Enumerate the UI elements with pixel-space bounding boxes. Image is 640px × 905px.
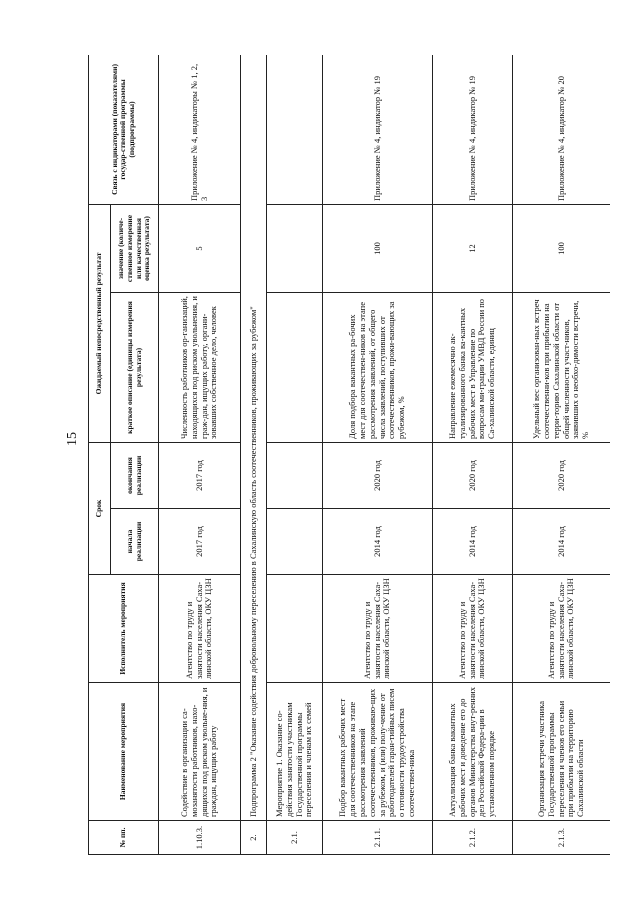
cell-num: 2.1. xyxy=(267,821,323,855)
header-row xyxy=(89,55,111,855)
cell-link: Приложение № 4, индикаторы № 1, 2, 3 xyxy=(159,55,241,204)
cell-start: 2017 год xyxy=(159,509,241,575)
cell-executor: Агентство по труду и занятости населения Саха-линской области, ОКУ ЦЗН xyxy=(433,575,513,683)
document-page xyxy=(88,55,610,855)
cell-end: 2020 год xyxy=(513,442,611,508)
cell-end: 2017 год xyxy=(159,442,241,508)
cell-num: 2. xyxy=(241,821,267,855)
header-name: Наименование мероприятия xyxy=(89,683,159,821)
page-number: 15 xyxy=(65,432,80,446)
cell-desc: Доля подбора вакантных ра-бочих мест для соотечествен-ников на этапе рассмотрения заявлений, от общего числа заявлений, поступивших от соотечественников, прожи-вающих за рубежом, % xyxy=(323,292,433,442)
cell-num: 2.1.2. xyxy=(433,821,513,855)
cell-link: Приложение № 4, индикатор № 20 xyxy=(513,55,611,204)
cell-link: Приложение № 4, индикатор № 19 xyxy=(433,55,513,204)
cell-desc: Направление ежемесячно ак-туализированного банка ва-кантных рабочих мест в Управление по вопросам ми-грации УМВД России по Са-халинской области, единиц xyxy=(433,292,513,442)
cell-end xyxy=(267,442,323,508)
header-expected: Ожидаемый непосредственный результат xyxy=(89,204,111,442)
cell-desc xyxy=(267,292,323,442)
cell-num: 1.10.3. xyxy=(159,821,241,855)
cell-desc: Численность работников ор-ганизаций, находящихся под риском увольнения, и граж-дан, ищущих работу, органи-зовавших собственное дело, человек xyxy=(159,292,241,442)
header-num: № пп. xyxy=(89,821,159,855)
cell-start xyxy=(267,509,323,575)
section-title: Подпрограмма 2 "Оказание содействия добровольному переселению в Сахалинскую область соотечественников, проживающих за рубежом" xyxy=(241,55,267,821)
cell-num: 2.1.3. xyxy=(513,821,611,855)
table-row xyxy=(433,55,513,855)
cell-value: 12 xyxy=(433,204,513,292)
header-start: начала реализации xyxy=(111,509,159,575)
cell-name: Организация встречи участника Государственной программы переселения и членов его семьи при прибытии на территорию Сахалинской области xyxy=(513,683,611,821)
cell-value: 100 xyxy=(513,204,611,292)
cell-desc: Удельный вес организован-ных встреч соотечественни-ков при прибытии на терри-торию Сахалинской области от общей численности участ-ников, заявивших о необхо-димости встречи, % xyxy=(513,292,611,442)
cell-end: 2020 год xyxy=(433,442,513,508)
header-value: значение (количе-ственное измерение или качественная оценка результата) xyxy=(111,204,159,292)
header-end: окончания реализации xyxy=(111,442,159,508)
section-row xyxy=(241,55,267,855)
cell-executor xyxy=(267,575,323,683)
header-executor: Исполнитель мероприятия xyxy=(89,575,159,683)
header-term: Срок xyxy=(89,442,111,574)
cell-name: Подбор вакантных рабочих мест для соотечественников на этапе рассмотрения заявлений соотечественников, проживаю-щих за рубежом, и (или) полу-чение от работодателей гаран-тийных писем о готовности трудоустройства соотечествен-ника xyxy=(323,683,433,821)
cell-executor: Агентство по труду и занятости населения Саха-линской области, ОКУ ЦЗН xyxy=(323,575,433,683)
activities-table xyxy=(88,55,610,855)
cell-name: Мероприятие 1. Оказание со-действия занятости участникам Государственной программы переселения и членам их семей xyxy=(267,683,323,821)
table-row xyxy=(159,55,241,855)
cell-value: 5 xyxy=(159,204,241,292)
cell-num: 2.1.1. xyxy=(323,821,433,855)
cell-start: 2014 год xyxy=(433,509,513,575)
cell-link xyxy=(267,55,323,204)
cell-start: 2014 год xyxy=(513,509,611,575)
cell-value xyxy=(267,204,323,292)
cell-link: Приложение № 4, индикатор № 19 xyxy=(323,55,433,204)
cell-executor: Агентство по труду и занятости населения Саха-линской области, ОКУ ЦЗН xyxy=(159,575,241,683)
cell-executor: Агентство по труду и занятости населения Саха-линской области, ОКУ ЦЗН xyxy=(513,575,611,683)
cell-name: Содействие в организации са-мозанятости работников, нахо-дящихся под риском увольне-ния, и граждан, ищущих работу xyxy=(159,683,241,821)
table-row xyxy=(267,55,323,855)
table-row xyxy=(513,55,611,855)
cell-end: 2020 год xyxy=(323,442,433,508)
rotated-table-container xyxy=(88,55,610,855)
table-row xyxy=(323,55,433,855)
header-link: Связь с индикаторами (показателями) государ-ственной программы (подпрограммы) xyxy=(89,55,159,204)
cell-start: 2014 год xyxy=(323,509,433,575)
header-desc: краткое описание (единицы измерения результата) xyxy=(111,292,159,442)
cell-name: Актуализация банка вакантных рабочих мест и доведение его до органов Министерства внут-ренних дел Российской Федера-ции в установленном порядке xyxy=(433,683,513,821)
cell-value: 100 xyxy=(323,204,433,292)
